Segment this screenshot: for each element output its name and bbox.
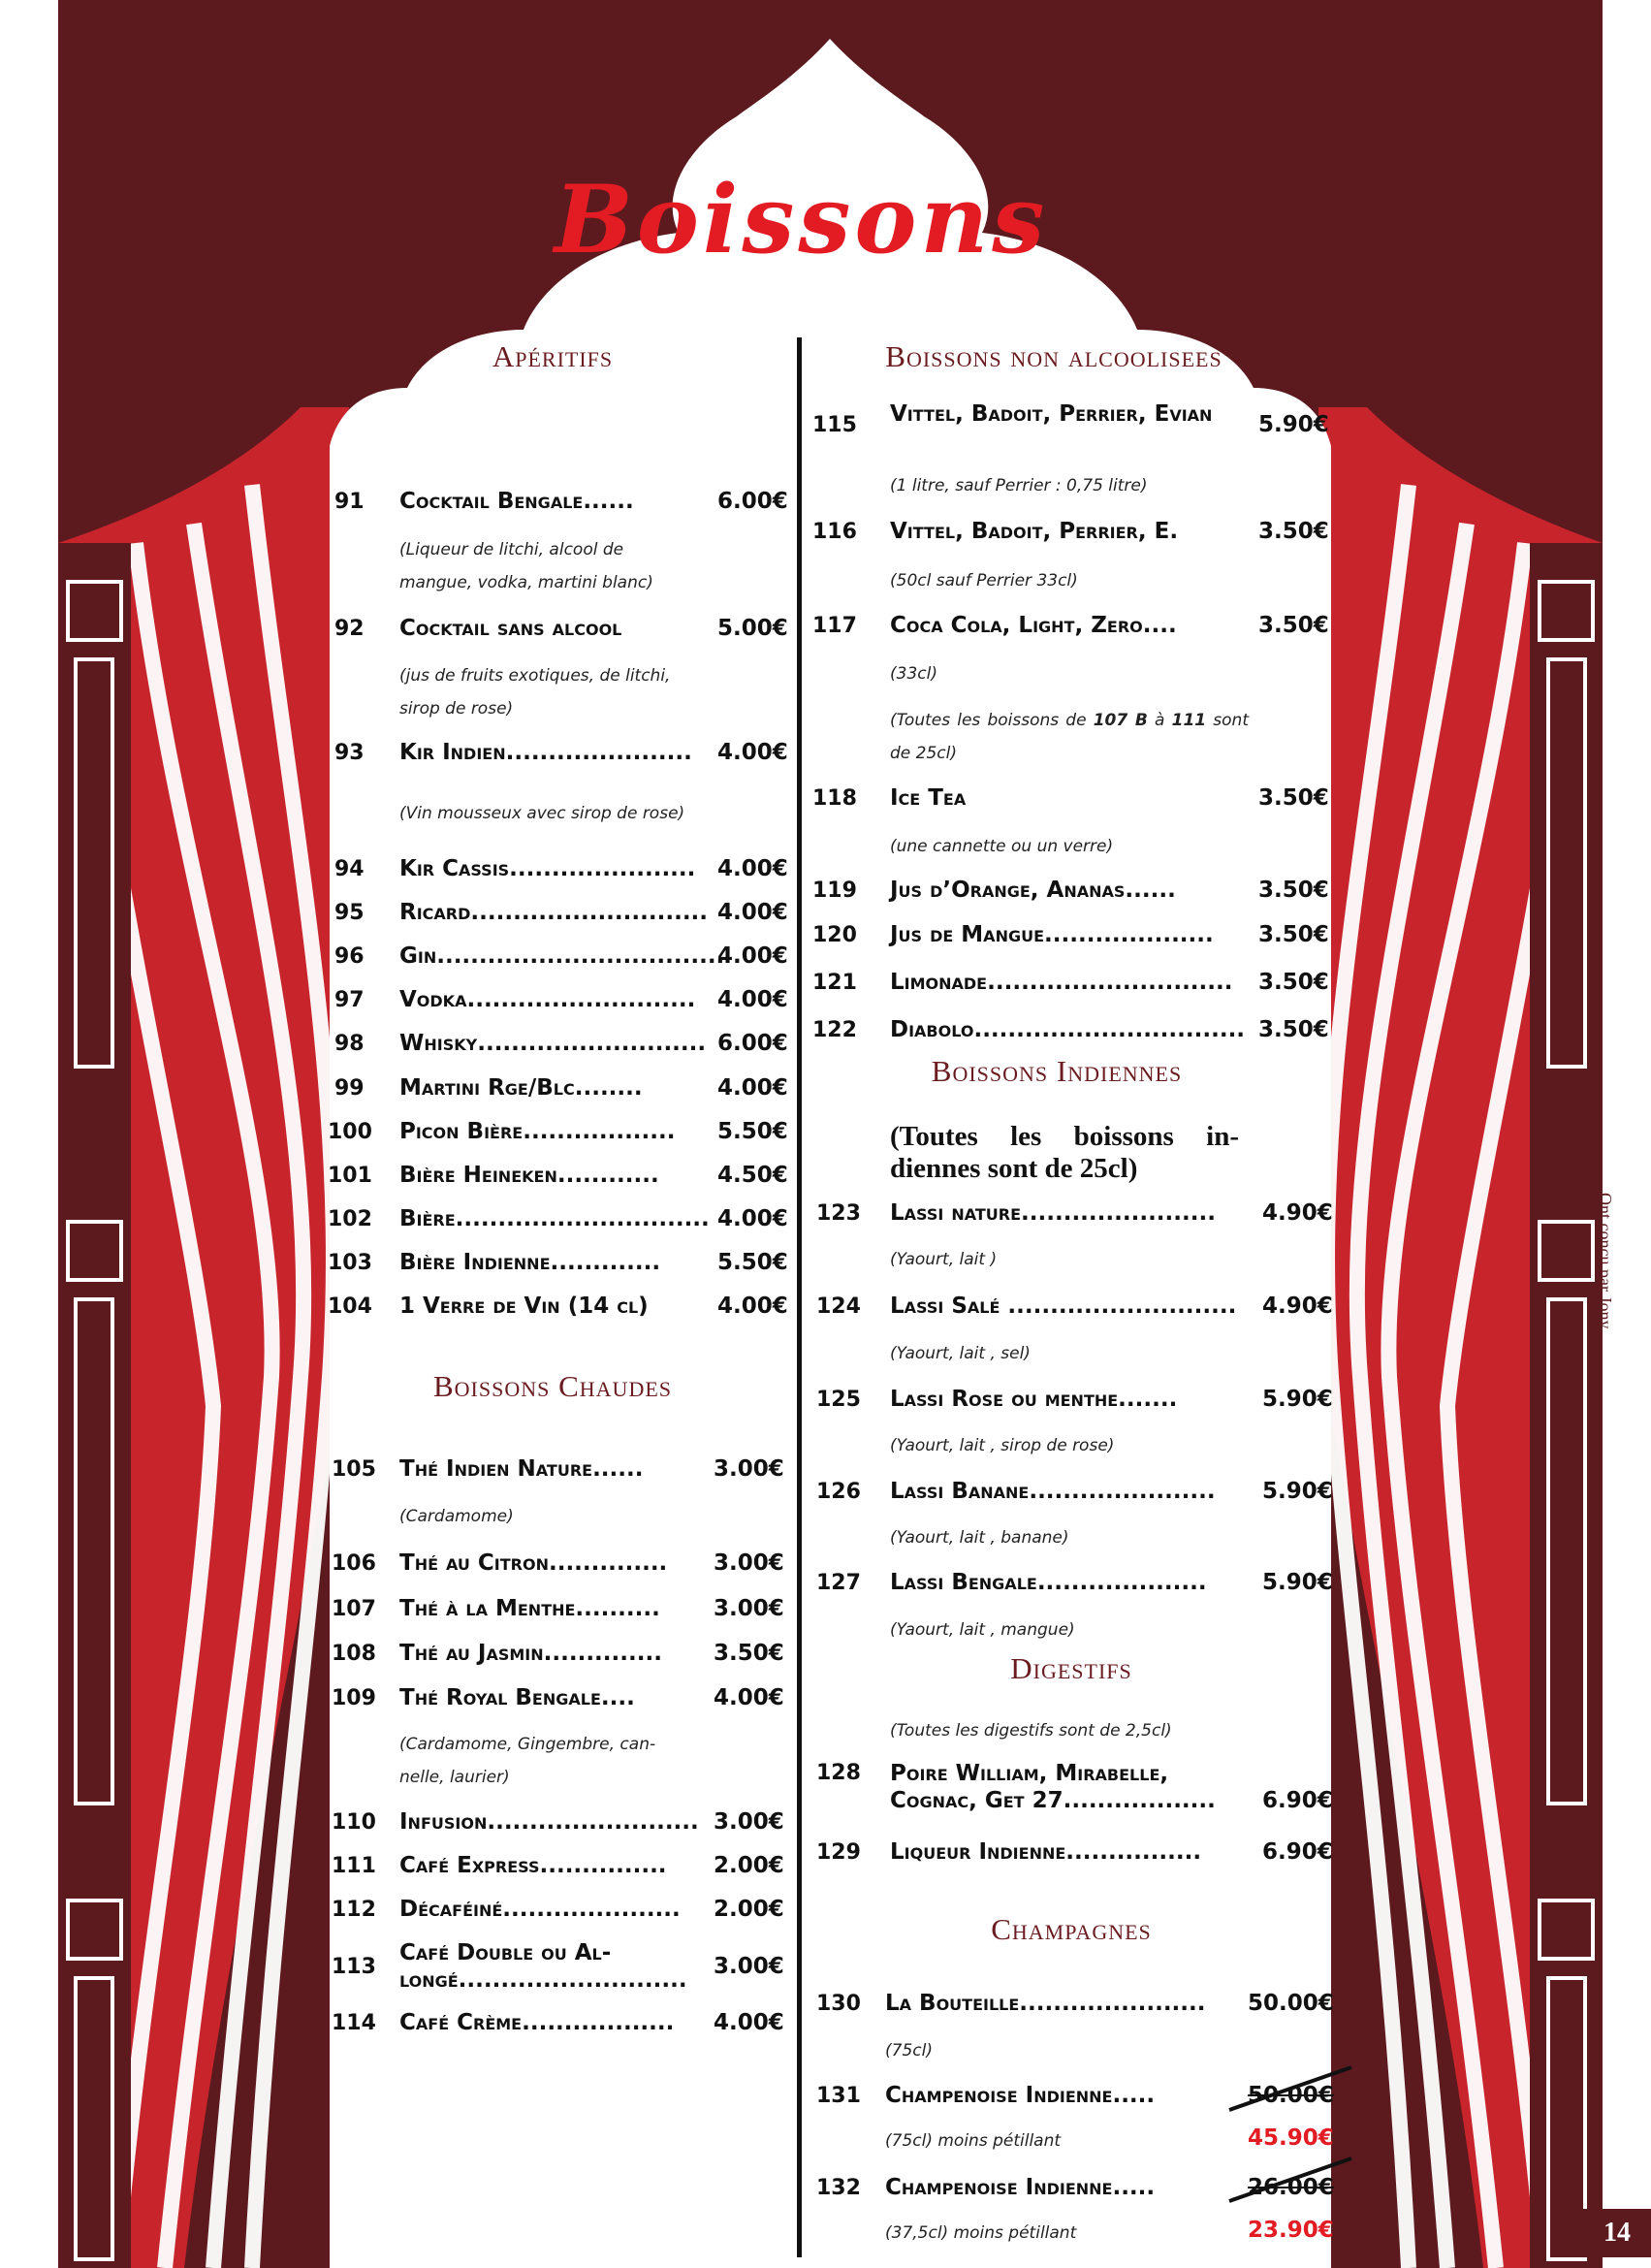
- item-114-price: 4.00€: [714, 2010, 784, 2035]
- item-130-name: La Bouteille......................: [885, 1991, 1206, 2016]
- item-129-price: 6.90€: [1262, 1839, 1333, 1865]
- item-125-name: Lassi Rose ou menthe.......: [890, 1387, 1178, 1412]
- item-122-number: 122: [812, 1018, 857, 1042]
- item-99-price: 4.00€: [717, 1075, 788, 1101]
- item-122-name: Diabolo................................: [890, 1017, 1246, 1042]
- item-125-note: (Yaourt, lait , sirop de rose): [890, 1436, 1115, 1455]
- item-113-name: Café Double ou Al-longé...........................: [399, 1940, 687, 1993]
- item-132-note: (37,5cl) moins pétillant: [885, 2223, 1077, 2243]
- item-97-price: 4.00€: [717, 987, 788, 1012]
- item-120-name: Jus de Mangue....................: [890, 922, 1214, 947]
- item-110-price: 3.00€: [714, 1809, 784, 1835]
- item-123-name: Lassi nature.......................: [890, 1200, 1216, 1226]
- item-103-price: 5.50€: [717, 1250, 788, 1275]
- item-127-name: Lassi Bengale....................: [890, 1570, 1207, 1595]
- item-93-note: (Vin mousseux avec sirop de rose): [399, 804, 685, 823]
- item-116-name: Vittel, Badoit, Perrier, E.: [890, 519, 1179, 544]
- item-105-number: 105: [332, 1457, 376, 1482]
- item-92-name: Cocktail sans alcool: [399, 616, 622, 641]
- item-110-number: 110: [332, 1810, 376, 1835]
- item-94-number: 94: [334, 857, 365, 881]
- item-91-note: (Liqueur de litchi, alcool de mangue, vodka, martini blanc): [399, 540, 653, 592]
- item-102-price: 4.00€: [717, 1206, 788, 1231]
- item-123-number: 123: [816, 1201, 861, 1226]
- item-92-note: (jus de fruits exotiques, de litchi, sirop de rose): [399, 666, 671, 719]
- item-98-price: 6.00€: [717, 1031, 788, 1056]
- item-131-old-price: 50.00€: [1248, 2083, 1334, 2108]
- item-118-price: 3.50€: [1258, 785, 1329, 811]
- item-100-name: Picon Bière..................: [399, 1119, 676, 1144]
- item-108-name: Thé au Jasmin..............: [399, 1641, 662, 1666]
- item-131-strike-mark: [1227, 2063, 1353, 2112]
- item-120-price: 3.50€: [1258, 922, 1329, 947]
- item-100-price: 5.50€: [717, 1119, 788, 1144]
- item-120-number: 120: [812, 923, 857, 947]
- item-104-price: 4.00€: [717, 1294, 788, 1319]
- item-132-old-price: 26.00€: [1248, 2175, 1334, 2200]
- item-117-name: Coca Cola, Light, Zero....: [890, 613, 1177, 638]
- item-94-name: Kir Cassis......................: [399, 856, 696, 881]
- digestifs-intro: (Toutes les digestifs sont de 2,5cl): [890, 1721, 1172, 1741]
- item-115-price: 5.90€: [1258, 412, 1329, 437]
- item-93-number: 93: [334, 741, 365, 765]
- item-91-name: Cocktail Bengale......: [399, 489, 634, 514]
- item-102-name: Bière..............................: [399, 1206, 710, 1231]
- item-103-name: Bière Indienne.............: [399, 1250, 661, 1275]
- item-104-number: 104: [328, 1294, 372, 1319]
- item-101-number: 101: [328, 1164, 372, 1188]
- item-123-price: 4.90€: [1262, 1200, 1333, 1226]
- page-number: 14: [1583, 2209, 1651, 2257]
- item-117-number: 117: [812, 614, 857, 638]
- item-115-note: (1 litre, sauf Perrier : 0,75 litre): [890, 476, 1148, 495]
- page-title: Boissons: [554, 165, 1049, 274]
- item-123-note: (Yaourt, lait ): [890, 1250, 998, 1269]
- item-132-number: 132: [816, 2176, 861, 2200]
- item-109-number: 109: [332, 1686, 376, 1710]
- item-111-name: Café Express...............: [399, 1853, 667, 1878]
- item-109-price: 4.00€: [714, 1685, 784, 1710]
- item-98-number: 98: [334, 1032, 365, 1056]
- item-107-name: Thé à la Menthe..........: [399, 1596, 660, 1621]
- item-132-name: Champenoise Indienne.....: [885, 2175, 1156, 2200]
- item-128-price: 6.90€: [1262, 1788, 1333, 1813]
- item-94-price: 4.00€: [717, 856, 788, 881]
- item-99-number: 99: [334, 1076, 365, 1101]
- item-131-note: (75cl) moins pétillant: [885, 2131, 1062, 2151]
- item-112-price: 2.00€: [714, 1897, 784, 1922]
- item-121-price: 3.50€: [1258, 970, 1329, 995]
- item-100-number: 100: [328, 1120, 372, 1144]
- item-119-number: 119: [812, 878, 857, 903]
- item-118-number: 118: [812, 786, 857, 811]
- item-132-new-price: 23.90€: [1248, 2218, 1334, 2243]
- vertical-credit: Ont conçu par Jony: [1596, 1193, 1615, 1329]
- item-127-note: (Yaourt, lait , mangue): [890, 1620, 1075, 1640]
- item-113-number: 113: [332, 1955, 376, 1979]
- item-93-price: 4.00€: [717, 740, 788, 765]
- indiennes-intro: (Toutes les boissons in-diennes sont de 25cl): [890, 1121, 1239, 1184]
- item-105-name: Thé Indien Nature......: [399, 1456, 644, 1482]
- item-131-new-price: 45.90€: [1248, 2125, 1334, 2151]
- item-105-price: 3.00€: [714, 1456, 784, 1482]
- item-124-price: 4.90€: [1262, 1294, 1333, 1319]
- item-116-note: (50cl sauf Perrier 33cl): [890, 571, 1078, 591]
- item-108-number: 108: [332, 1642, 376, 1666]
- item-129-number: 129: [816, 1840, 861, 1865]
- item-112-number: 112: [332, 1898, 376, 1922]
- item-92-number: 92: [334, 617, 365, 641]
- item-92-price: 5.00€: [717, 616, 788, 641]
- item-128-number: 128: [816, 1761, 861, 1785]
- item-119-name: Jus d’Orange, Ananas......: [890, 878, 1176, 903]
- item-110-name: Infusion.........................: [399, 1809, 699, 1835]
- item-125-price: 5.90€: [1262, 1387, 1333, 1412]
- item-102-number: 102: [328, 1207, 372, 1231]
- section-boissons-indiennes: Boissons Indiennes: [931, 1054, 1183, 1088]
- item-105-note: (Cardamome): [399, 1507, 514, 1526]
- item-104-name: 1 Verre de Vin (14 cl): [399, 1294, 649, 1319]
- item-98-name: Whisky...........................: [399, 1031, 707, 1056]
- item-126-number: 126: [816, 1480, 861, 1504]
- curtain-arch-background: [58, 0, 1603, 2268]
- item-91-price: 6.00€: [717, 489, 788, 514]
- item-122-price: 3.50€: [1258, 1017, 1329, 1042]
- item-101-price: 4.50€: [717, 1163, 788, 1188]
- item-112-name: Décaféiné.....................: [399, 1897, 681, 1922]
- item-118-name: Ice Tea: [890, 785, 967, 811]
- item-96-name: Gin..................................: [399, 943, 725, 969]
- item-118-note: (une cannette ou un verre): [890, 837, 1114, 856]
- item-115-name: Vittel, Badoit, Perrier, Evian: [890, 401, 1213, 427]
- item-97-name: Vodka...........................: [399, 987, 696, 1012]
- item-109-name: Thé Royal Bengale....: [399, 1685, 635, 1710]
- item-127-price: 5.90€: [1262, 1570, 1333, 1595]
- item-114-number: 114: [332, 2011, 376, 2035]
- item-121-name: Limonade.............................: [890, 970, 1233, 995]
- item-106-number: 106: [332, 1551, 376, 1576]
- item-99-name: Martini Rge/Blc........: [399, 1075, 643, 1101]
- item-113-price: 3.00€: [714, 1954, 784, 1979]
- item-116-number: 116: [812, 520, 857, 544]
- item-95-name: Ricard............................: [399, 900, 709, 925]
- item-111-price: 2.00€: [714, 1853, 784, 1878]
- item-125-number: 125: [816, 1388, 861, 1412]
- menu-page: [58, 0, 1631, 2268]
- item-132-strike-mark: [1227, 2155, 1353, 2203]
- section-boissons-chaudes: Boissons Chaudes: [432, 1369, 673, 1403]
- item-117-price: 3.50€: [1258, 613, 1329, 638]
- item-109-note: (Cardamome, Gingembre, can-nelle, laurier): [399, 1735, 656, 1787]
- item-124-number: 124: [816, 1294, 861, 1319]
- column-divider: [797, 337, 802, 2257]
- item-126-name: Lassi Banane......................: [890, 1479, 1216, 1504]
- section-digestifs: Digestifs: [1010, 1651, 1132, 1685]
- item-130-price: 50.00€: [1248, 1991, 1334, 2016]
- item-126-note: (Yaourt, lait , banane): [890, 1528, 1069, 1548]
- item-101-name: Bière Heineken............: [399, 1163, 659, 1188]
- item-108-price: 3.50€: [714, 1641, 784, 1666]
- item-117-note-size: (33cl): [890, 664, 937, 684]
- item-103-number: 103: [328, 1251, 372, 1275]
- item-130-number: 130: [816, 1992, 861, 2016]
- item-130-note: (75cl): [885, 2041, 933, 2060]
- item-115-number: 115: [812, 413, 857, 437]
- item-119-price: 3.50€: [1258, 878, 1329, 903]
- item-97-number: 97: [334, 988, 365, 1012]
- item-124-name: Lassi Salé ...........................: [890, 1294, 1237, 1319]
- item-116-price: 3.50€: [1258, 519, 1329, 544]
- section-boissons-non-alcoolisees: Boissons non alcoolisees: [885, 339, 1222, 373]
- item-91-number: 91: [334, 490, 365, 514]
- item-121-number: 121: [812, 971, 857, 995]
- item-96-number: 96: [334, 944, 365, 969]
- item-107-number: 107: [332, 1597, 376, 1621]
- item-131-name: Champenoise Indienne.....: [885, 2083, 1156, 2108]
- item-111-number: 111: [332, 1854, 376, 1878]
- item-95-number: 95: [334, 901, 365, 925]
- item-128-name: Poire William, Mirabelle, Cognac, Get 27..................: [890, 1761, 1216, 1813]
- item-126-price: 5.90€: [1262, 1479, 1333, 1504]
- item-114-name: Café Crème..................: [399, 2010, 675, 2035]
- item-124-note: (Yaourt, lait , sel): [890, 1344, 1031, 1363]
- item-106-name: Thé au Citron..............: [399, 1550, 668, 1576]
- item-131-number: 131: [816, 2084, 861, 2108]
- item-106-price: 3.00€: [714, 1550, 784, 1576]
- item-95-price: 4.00€: [717, 900, 788, 925]
- section-aperitifs: Apéritifs: [492, 339, 614, 373]
- item-107-price: 3.00€: [714, 1596, 784, 1621]
- section-champagnes: Champagnes: [991, 1912, 1152, 1946]
- item-96-price: 4.00€: [717, 943, 788, 969]
- item-93-name: Kir Indien......................: [399, 740, 692, 765]
- item-129-name: Liqueur Indienne................: [890, 1839, 1202, 1865]
- item-127-number: 127: [816, 1571, 861, 1595]
- item-117-note-range: (Toutes les boissons de 107 B à 111 sont de 25cl): [890, 711, 1249, 763]
